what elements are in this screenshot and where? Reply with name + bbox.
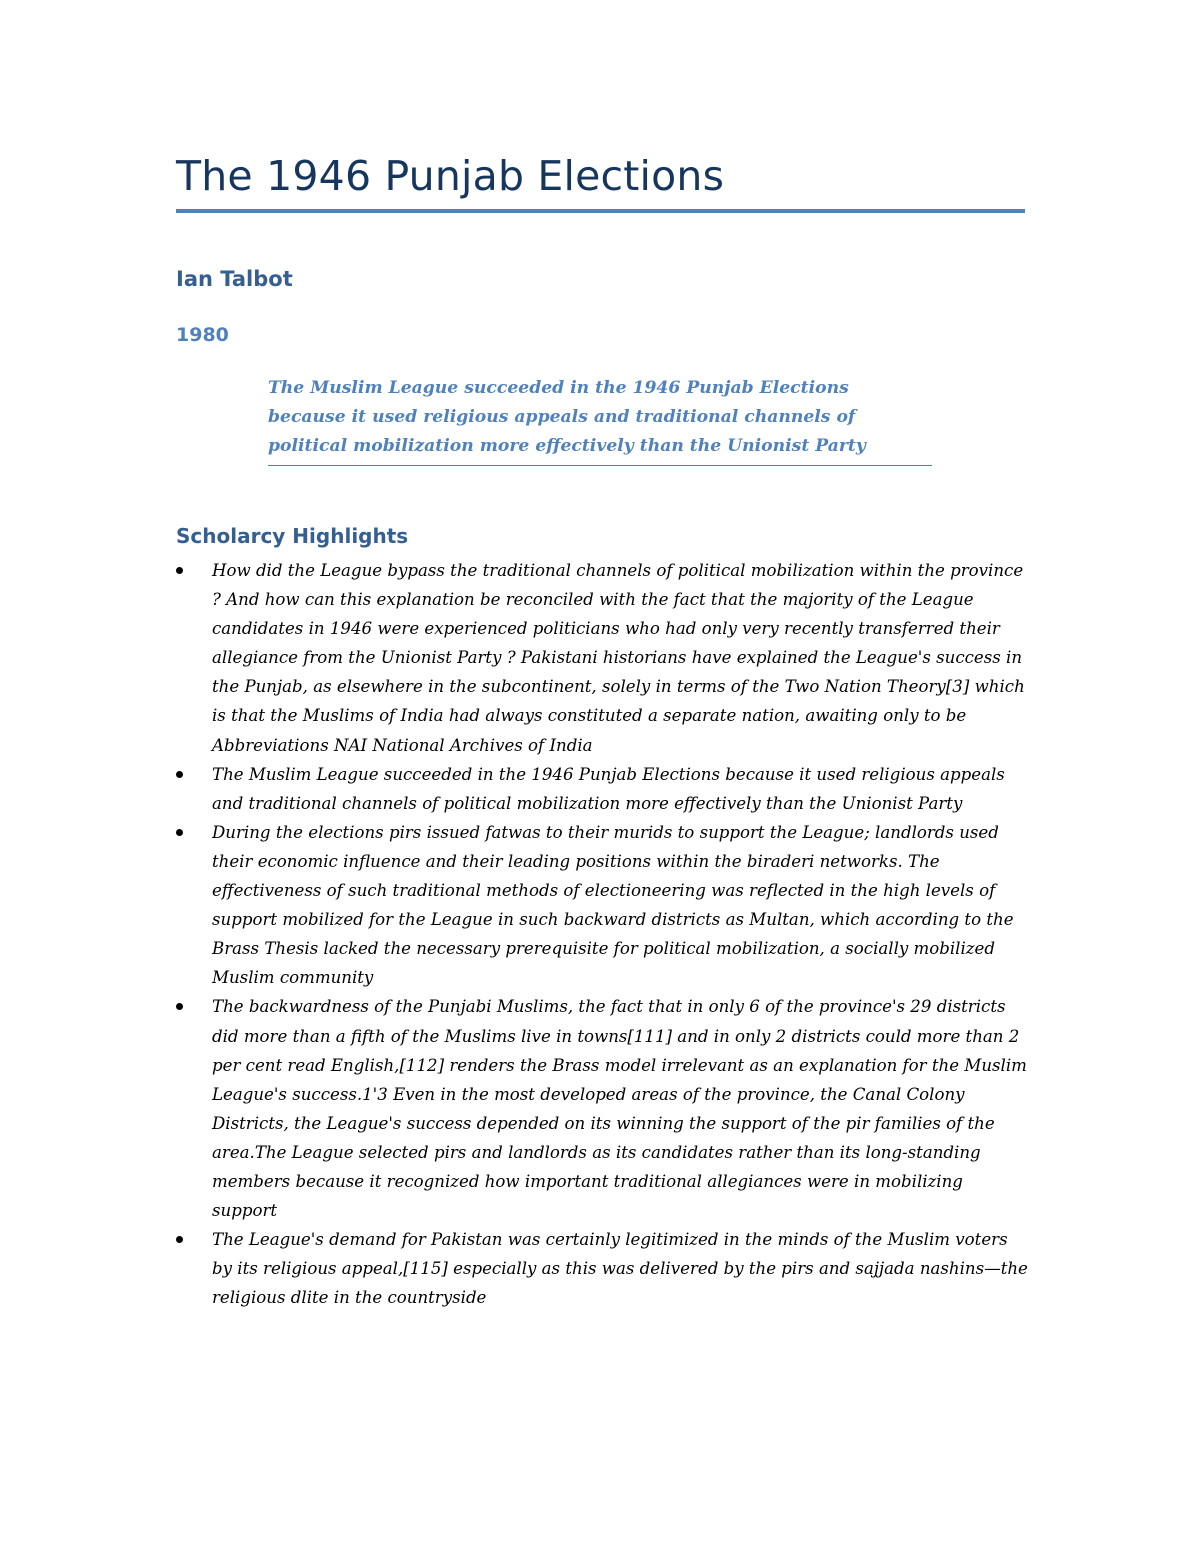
highlights-heading: Scholarcy Highlights <box>176 524 409 548</box>
bullet-icon <box>176 1236 183 1243</box>
highlight-item <box>176 1225 1028 1312</box>
quote-underline <box>268 465 932 466</box>
author-name: Ian Talbot <box>176 267 293 291</box>
bullet-icon <box>176 829 183 836</box>
summary-quote: The Muslim League succeeded in the 1946 Punjab Elections because it used religious appeals and traditional channels of political mobilization more effectively than the Unionist Party <box>268 378 866 456</box>
highlight-item <box>176 556 1028 760</box>
document-title: The 1946 Punjab Elections <box>176 152 725 200</box>
highlight-text: During the elections pirs issued fatwas to their murids to support the League; landlords used their economic influence and their leading positions within the biraderi networks. The effectiveness of such traditional methods of electioneering was reflected in the high levels of support mobilized for the League in such backward districts as Multan, which according to the Brass Thesis lacked the necessary prerequisite for political mobilization, a socially mobilized Muslim community <box>212 822 1014 988</box>
title-underline <box>176 209 1025 213</box>
bullet-icon <box>176 567 183 574</box>
highlight-item <box>176 992 1028 1225</box>
highlight-text: The Muslim League succeeded in the 1946 Punjab Elections because it used religious appeals and traditional channels of political mobilization more effectively than the Unionist Party <box>212 764 1005 813</box>
highlight-item <box>176 760 1028 818</box>
highlight-item <box>176 818 1028 993</box>
highlight-text: How did the League bypass the traditional channels of political mobilization within the province ? And how can this explanation be reconciled with the fact that the majority of the League candidates in 1946 were experienced politicians who had only very recently transferred their allegiance from the Unionist Party ? Pakistani historians have explained the League's success in the Punjab, as elsewhere in the subcontinent, solely in terms of the Two Nation Theory[3] which is that the Muslims of India had always constituted a separate nation, awaiting only to be Abbreviations NAI National Archives of India <box>212 561 1025 755</box>
bullet-icon <box>176 1003 183 1010</box>
highlight-text: The backwardness of the Punjabi Muslims, the fact that in only 6 of the province's 29 districts did more than a fifth of the Muslims live in towns[111] and in only 2 districts could more than 2 per cent read English,[112] renders the Brass model irrelevant as an explanation for the Muslim League's success.1'3 Even in the most developed areas of the province, the Canal Colony Districts, the League's success depended on its winning the support of the pir families of the area.The League selected pirs and landlords as its candidates rather than its long-standing members because it recognized how important traditional allegiances were in mobilizing support <box>212 997 1027 1221</box>
publication-year: 1980 <box>176 324 229 346</box>
bullet-icon <box>176 771 183 778</box>
highlights-list <box>176 556 1028 1312</box>
highlight-text: The League's demand for Pakistan was certainly legitimized in the minds of the Muslim voters by its religious appeal,[115] especially as this was delivered by the pirs and sajjada nashins—the religious dlite in the countryside <box>212 1230 1028 1308</box>
